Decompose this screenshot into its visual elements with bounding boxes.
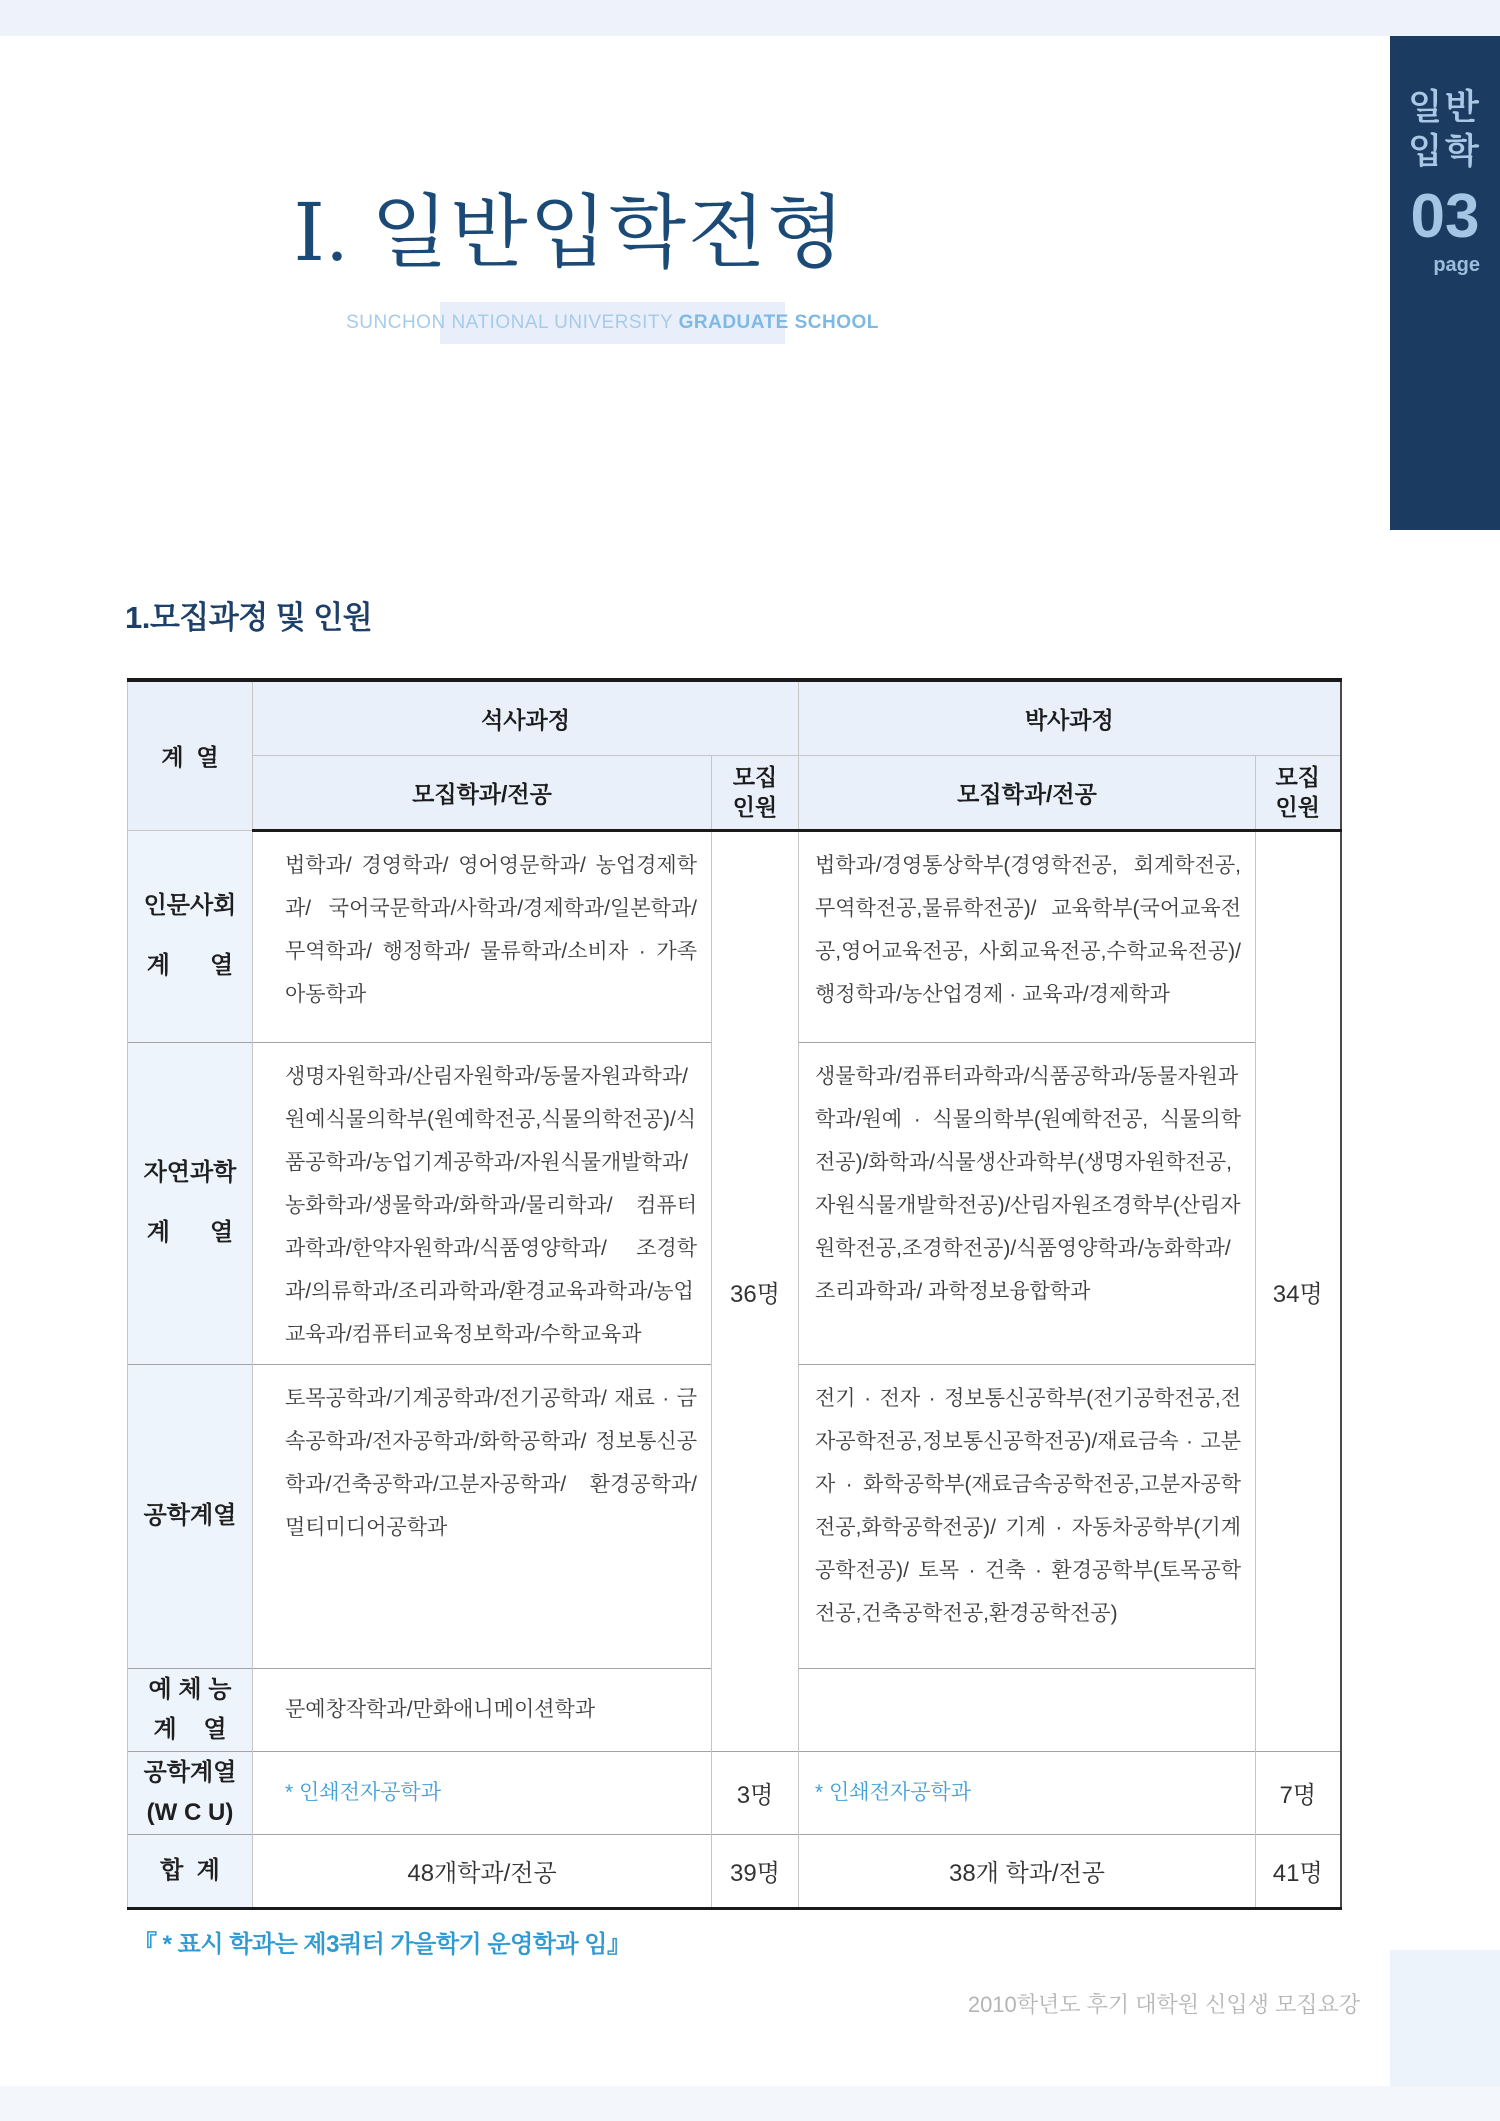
header-category: 계 열 (128, 680, 253, 830)
doctoral-dept-cell: 전기 · 전자 · 정보통신공학부(전기공학전공,전자공학전공,정보통신공학전공)/재료금속 · 고분자 · 화학공학부(재료금속공학전공,고분자공학전공,화학공학전공)/ 기계 · 자동차공학부(기계공학전공)/ 토목 · 건축 · 환경공학부(토목공학전공,건축공학전공,환경공학전공) (799, 1364, 1256, 1668)
page-number: 03 (1410, 182, 1480, 251)
category-cell: 합 계 (128, 1834, 253, 1908)
doctoral-quota-merged-cell: 34명 (1256, 830, 1341, 1751)
row-humanities (128, 830, 1341, 1042)
header-masters-quota: 모집 인원 (712, 755, 799, 830)
doctoral-total-quota-cell: 41명 (1256, 1834, 1341, 1908)
side-tab (1390, 36, 1500, 530)
masters-dept-cell: 법학과/ 경영학과/ 영어영문학과/ 농업경제학과/ 국어국문학과/사학과/경제학과/일본학과/무역학과/ 행정학과/ 물류학과/소비자 · 가족아동학과 (253, 830, 712, 1042)
bottom-accent-band (0, 2086, 1500, 2121)
header-doctoral-dept: 모집학과/전공 (799, 755, 1256, 830)
category-cell: 공학계열 (128, 1364, 253, 1668)
category-cell: 자연과학 계 열 (128, 1042, 253, 1364)
section-heading: 1.모집과정 및 인원 (125, 600, 373, 635)
side-tab-line2: 입학 (1408, 132, 1482, 171)
header-masters-program: 석사과정 (253, 680, 799, 755)
masters-quota-cell: 3명 (712, 1751, 799, 1834)
footnote: 『 * 표시 학과는 제3쿼터 가을학기 운영학과 임』 (133, 1931, 631, 1958)
subtitle-bold: GRADUATE SCHOOL (678, 312, 879, 333)
top-accent-band (0, 0, 1500, 36)
row-engineering-wcu (128, 1751, 1341, 1834)
doctoral-total-dept-cell: 38개 학과/전공 (799, 1834, 1256, 1908)
header-masters-dept: 모집학과/전공 (253, 755, 712, 830)
subtitle-normal: SUNCHON NATIONAL UNIVERSITY (346, 312, 679, 333)
masters-dept-cell: 문예창작학과/만화애니메이션학과 (253, 1668, 712, 1751)
masters-dept-cell: * 인쇄전자공학과 (253, 1751, 712, 1834)
header-row-2 (128, 755, 1341, 830)
masters-dept-cell: 생명자원학과/산림자원학과/동물자원과학과/원예식물의학부(원예학전공,식물의학전공)/식품공학과/농업기계공학과/자원식물개발학과/농화학과/생물학과/화학과/물리학과/ 컴퓨터과학과/한약자원학과/식품영양학과/ 조경학과/의류학과/조리과학과/환경교육과학과/농업교육과/컴퓨터교육정보학과/수학교육과 (253, 1042, 712, 1364)
admission-table (127, 678, 1342, 1910)
admission-table-container (127, 678, 1340, 1910)
subtitle-banner (346, 302, 879, 344)
page-title: Ⅰ. 일반입학전형 (293, 190, 847, 278)
side-tab-line1: 일반 (1408, 88, 1482, 127)
category-cell: 예 체 능 계 열 (128, 1668, 253, 1751)
page-number-caption: page (1433, 254, 1480, 276)
doctoral-dept-cell: * 인쇄전자공학과 (799, 1751, 1256, 1834)
footer-note: 2010학년도 후기 대학원 신입생 모집요강 (967, 1992, 1360, 2017)
category-cell: 인문사회 계 열 (128, 830, 253, 1042)
masters-total-dept-cell: 48개학과/전공 (253, 1834, 712, 1908)
header-row-1 (128, 680, 1341, 755)
row-total (128, 1834, 1341, 1908)
doctoral-dept-cell: 생물학과/컴퓨터과학과/식품공학과/동물자원과학과/원예 · 식물의학부(원예학전공, 식물의학전공)/화학과/식물생산과학부(생명자원학전공, 자원식물개발학전공)/산림자원조경학부(산림자원학전공,조경학전공)/식품영양학과/농화학과/ 조리과학과/ 과학정보융합학과 (799, 1042, 1256, 1364)
masters-dept-cell: 토목공학과/기계공학과/전기공학과/ 재료 · 금속공학과/전자공학과/화학공학과/ 정보통신공학과/건축공학과/고분자공학과/ 환경공학과/멀티미디어공학과 (253, 1364, 712, 1668)
doctoral-dept-cell (799, 1668, 1256, 1751)
category-cell: 공학계열 (W C U) (128, 1751, 253, 1834)
doctoral-quota-cell: 7명 (1256, 1751, 1341, 1834)
header-doctoral-program: 박사과정 (799, 680, 1341, 755)
header-doctoral-quota: 모집 인원 (1256, 755, 1341, 830)
doctoral-dept-cell: 법학과/경영통상학부(경영학전공, 회계학전공,무역학전공,물류학전공)/ 교육학부(국어교육전공,영어교육전공, 사회교육전공,수학교육전공)/행정학과/농산업경제 · 교육과/경제학과 (799, 830, 1256, 1042)
masters-quota-merged-cell: 36명 (712, 830, 799, 1751)
side-tab-label (1390, 86, 1500, 174)
masters-total-quota-cell: 39명 (712, 1834, 799, 1908)
